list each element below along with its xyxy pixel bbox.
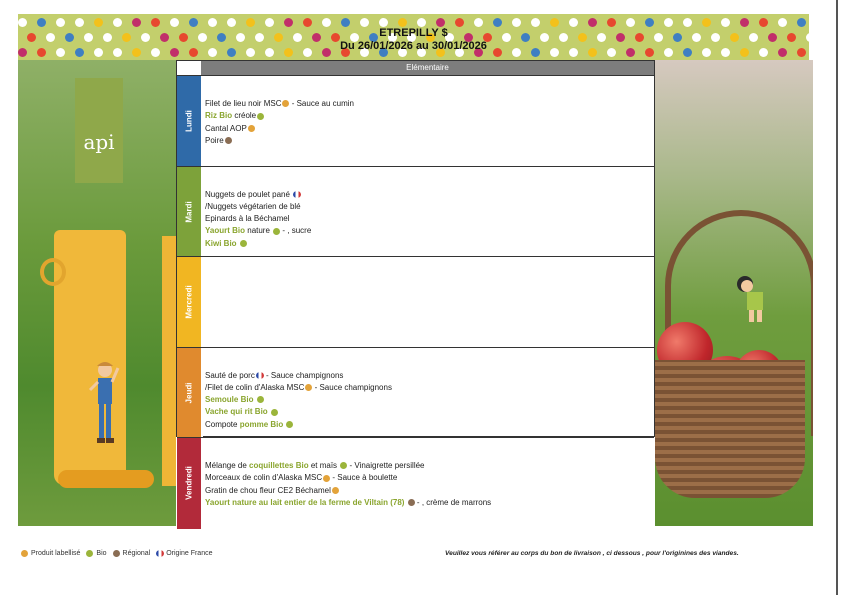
legend-label: Bio (96, 550, 107, 557)
dish-text: /Nuggets végétarien de blé (205, 201, 301, 211)
dish-item (205, 485, 652, 497)
polka-dot (341, 18, 350, 27)
page-edge-line (836, 0, 838, 595)
dish-text: - Sauce champignons (263, 370, 344, 380)
regional-badge-icon (408, 499, 415, 506)
dish-text: /Filet de colin d'Alaska MSC (205, 382, 305, 392)
polka-dot (721, 18, 730, 27)
day-label-cell (177, 167, 201, 258)
legend (20, 550, 215, 557)
label-badge-icon (21, 550, 28, 557)
polka-dot (645, 18, 654, 27)
day-row-mardi (177, 166, 654, 258)
polka-dot (360, 18, 369, 27)
day-row-jeudi (177, 347, 654, 439)
polka-dot (322, 18, 331, 27)
menu-table (176, 60, 655, 507)
day-gutter (201, 348, 203, 439)
bio-badge-icon (271, 409, 278, 416)
bio-product-text: Yaourt Bio (205, 226, 246, 236)
dish-text: Epinards à la Béchamel (205, 214, 290, 224)
dish-item (205, 110, 652, 122)
polka-dot (474, 18, 483, 27)
polka-dot (246, 18, 255, 27)
dish-item (205, 225, 652, 237)
api-logo (75, 78, 123, 183)
bio-product-text: pomme Bio (239, 419, 284, 429)
polka-dot (398, 18, 407, 27)
day-row-lundi (177, 75, 654, 167)
boots-photo (18, 60, 176, 526)
day-name: Mardi (184, 201, 194, 223)
polka-dot (113, 18, 122, 27)
polka-dot (417, 18, 426, 27)
dish-item (205, 497, 652, 509)
regional-badge-icon (225, 137, 232, 144)
dish-item (205, 98, 652, 110)
polka-dot (493, 18, 502, 27)
day-gutter (201, 76, 203, 167)
dish-list (205, 370, 652, 431)
polka-dot (265, 18, 274, 27)
regional-badge-icon (113, 550, 120, 557)
day-label-cell (177, 257, 201, 348)
label-badge-icon (332, 487, 339, 494)
polka-dot (303, 18, 312, 27)
bio-product-text: Vache qui rit Bio (205, 407, 268, 417)
date-range: Du 26/01/2026 au 30/01/2026 (340, 40, 487, 52)
dish-text: Nuggets de poulet pané (205, 189, 293, 199)
column-header: Elémentaire (201, 61, 654, 75)
boot-handle (40, 258, 66, 286)
dish-text: et maïs (308, 461, 340, 470)
polka-dot (208, 18, 217, 27)
day-row-vendredi (177, 437, 654, 529)
bio-badge-icon (86, 550, 93, 557)
polka-dot (607, 18, 616, 27)
wicker-basket (655, 360, 805, 498)
polka-dot (569, 18, 578, 27)
dish-item (205, 370, 652, 382)
polka-dot (759, 18, 768, 27)
dish-item (205, 189, 652, 201)
farmer-kid-illustration (88, 360, 122, 450)
polka-dot (550, 18, 559, 27)
dish-item (205, 394, 652, 406)
polka-dot (189, 18, 198, 27)
polka-dot (740, 18, 749, 27)
polka-dot (75, 18, 84, 27)
day-gutter (201, 167, 203, 258)
polka-dot (94, 18, 103, 27)
dish-text: Cantal AOP (205, 123, 247, 133)
day-name: Lundi (184, 110, 194, 133)
polka-dot (683, 18, 692, 27)
day-label-cell (177, 76, 201, 167)
polka-dot (531, 18, 540, 27)
bio-badge-icon (257, 396, 264, 403)
bio-product-text: coquillettes Bio (249, 461, 309, 470)
polka-dot (132, 18, 141, 27)
dish-text: Filet de lieu noir MSC (205, 99, 282, 108)
dish-text (404, 498, 406, 507)
dish-text: Poire (205, 135, 224, 145)
dish-item (205, 382, 652, 394)
dish-text: - Sauce à boulette (330, 473, 398, 483)
dish-text (268, 407, 270, 416)
dish-text: Compote (205, 419, 240, 429)
polka-dot (588, 18, 597, 27)
polka-dot (227, 18, 236, 27)
dish-item (205, 201, 652, 213)
day-name: Vendredi (184, 466, 194, 501)
climbing-kid-illustration (733, 272, 773, 324)
polka-dot (626, 18, 635, 27)
dish-list (205, 460, 652, 509)
dish-text (253, 395, 255, 404)
dish-item (205, 135, 652, 147)
label-badge-icon (248, 125, 255, 132)
dish-text: nature (245, 226, 273, 236)
bio-badge-icon (240, 240, 247, 247)
dish-item (205, 472, 652, 484)
legend-label: Régional (122, 550, 151, 557)
dish-text: - Sauce au cumin (289, 99, 354, 108)
polka-dot (664, 18, 673, 27)
polka-dot (778, 18, 787, 27)
dish-list (205, 98, 652, 147)
apple-basket-photo (655, 60, 813, 526)
second-boot (162, 236, 176, 486)
day-name: Mercredi (184, 285, 194, 319)
dish-text: Sauté de porc (205, 370, 255, 380)
dish-text: Morceaux de colin d'Alaska MSC (205, 473, 323, 483)
dish-text: - Vinaigrette persillée (347, 461, 425, 470)
polka-dot (151, 18, 160, 27)
logo-text: api (83, 130, 115, 154)
dish-text: - Sauce champignons (312, 382, 392, 392)
dish-item (205, 238, 652, 250)
dish-text (237, 239, 239, 248)
france-flag-icon (256, 372, 264, 379)
day-label-cell (177, 348, 201, 439)
dish-item (205, 123, 652, 135)
meat-origin-note: Veuillez vous référer au corps du bon de livraison , ci dessous , pour l'originines des viandes. (445, 550, 739, 557)
france-flag-icon (156, 550, 164, 557)
day-name: Jeudi (184, 382, 194, 404)
header-banner (18, 14, 809, 60)
dish-text (283, 420, 285, 429)
dish-item (205, 460, 652, 472)
dish-item (205, 419, 652, 431)
dish-item (205, 213, 652, 225)
polka-dot (18, 18, 27, 27)
bio-badge-icon (257, 113, 264, 120)
dish-text: - , sucre (280, 226, 312, 236)
dish-text: Mélange de (205, 461, 250, 470)
bio-badge-icon (286, 421, 293, 428)
dish-list (205, 189, 652, 250)
boot-sole (58, 470, 154, 488)
day-gutter (201, 257, 203, 348)
polka-dot (37, 18, 46, 27)
bio-product-text: Kiwi Bio (205, 238, 237, 248)
polka-dot (284, 18, 293, 27)
polka-dot (379, 18, 388, 27)
polka-dot (455, 18, 464, 27)
polka-dot (170, 18, 179, 27)
polka-dot (702, 18, 711, 27)
bio-product-text: Riz Bio (205, 111, 233, 121)
bio-product-text: Semoule Bio (205, 395, 254, 405)
day-gutter (201, 438, 203, 529)
polka-dot (56, 18, 65, 27)
polka-dot (436, 18, 445, 27)
menu-title (18, 27, 809, 53)
dish-text: Gratin de chou fleur CE2 Béchamel (205, 485, 331, 495)
france-flag-icon (293, 191, 301, 198)
polka-dot (797, 18, 806, 27)
day-row-mercredi (177, 256, 654, 348)
legend-label: Origine France (166, 550, 213, 557)
dish-item (205, 406, 652, 418)
polka-dot (512, 18, 521, 27)
dish-text: créole (232, 111, 257, 121)
dish-text: - , crème de marrons (414, 497, 492, 507)
site-name: ETREPILLY $ (379, 27, 448, 39)
header-corner (177, 61, 202, 75)
legend-label: Produit labellisé (31, 550, 81, 557)
day-label-cell (177, 438, 201, 529)
bio-product-text: Yaourt nature au lait entier de la ferme de Viltain (78) (205, 497, 405, 507)
